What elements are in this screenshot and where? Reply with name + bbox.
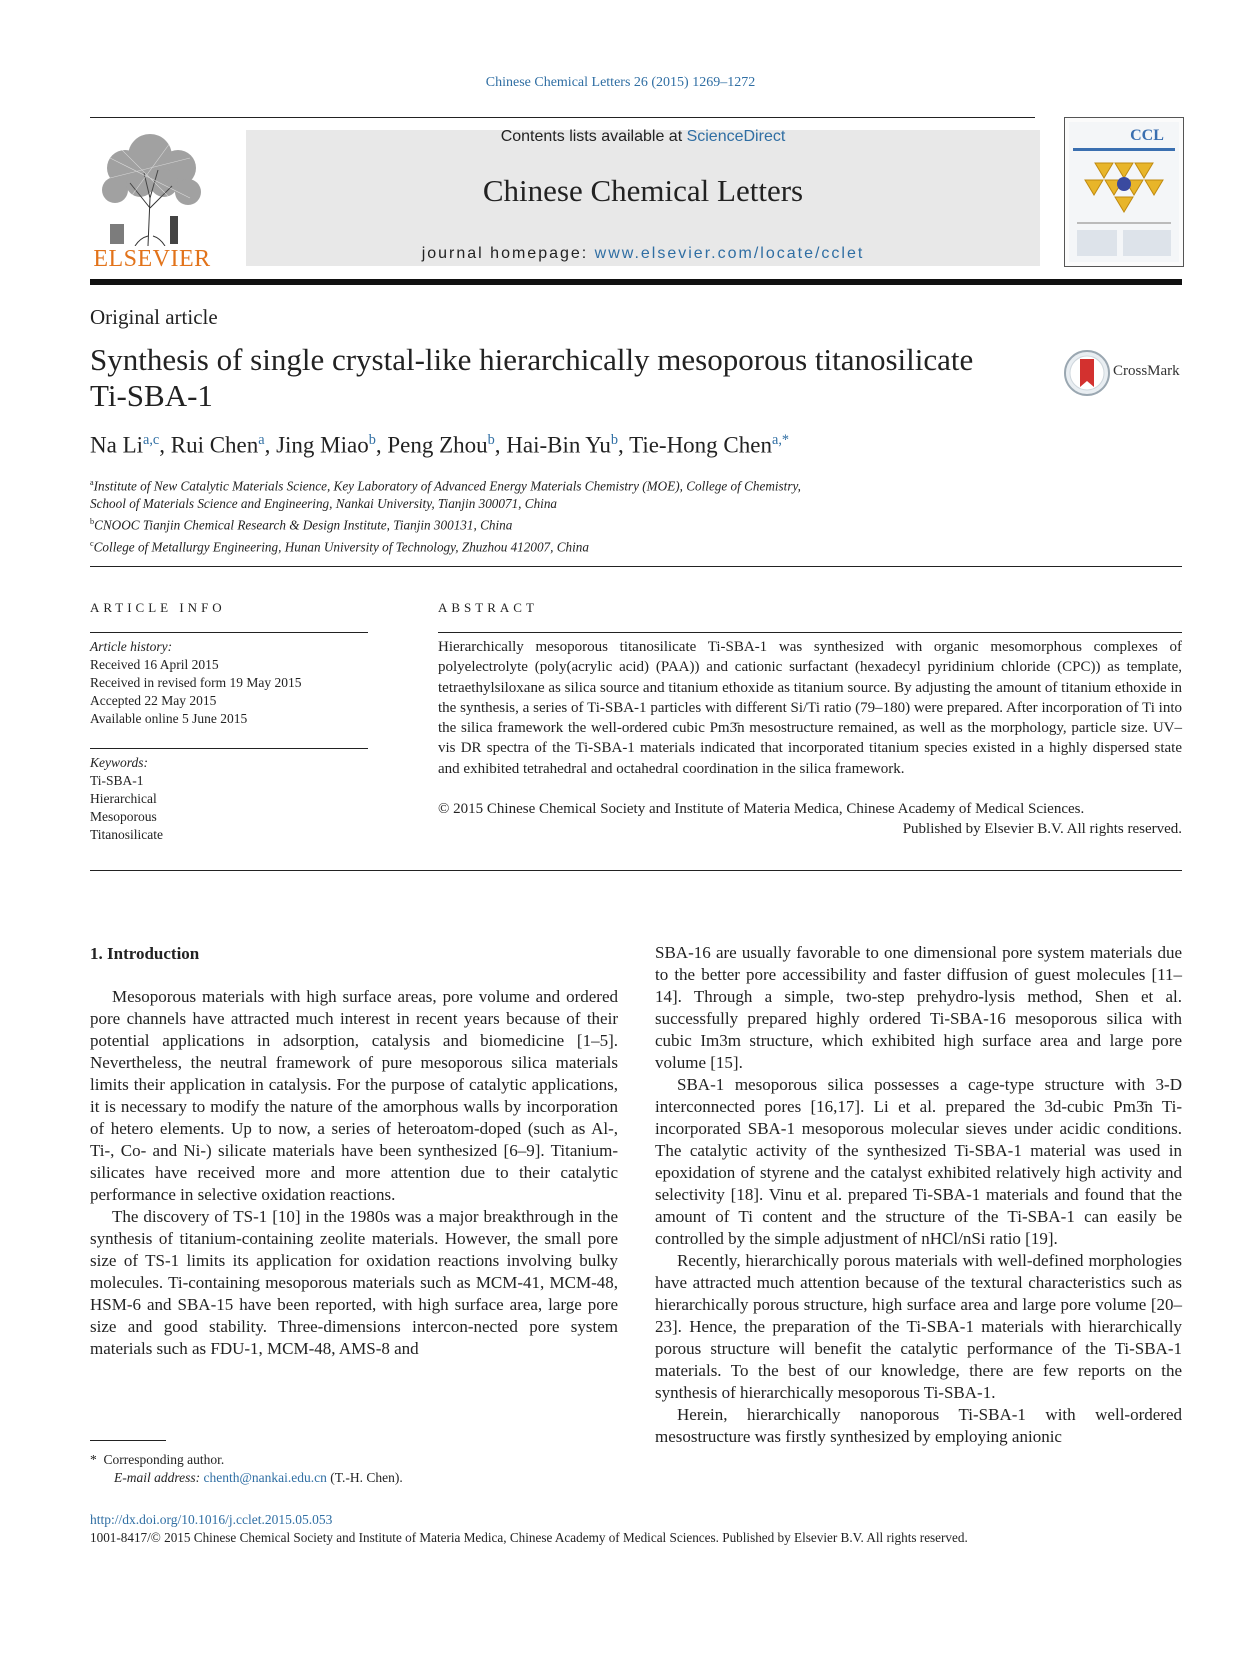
article-info-heading: ARTICLE INFO [90, 600, 226, 615]
email-suffix: (T.-H. Chen). [326, 1470, 403, 1485]
contents-prefix: Contents lists available at [500, 128, 687, 145]
affiliation-item [90, 513, 1090, 534]
abstract-copyright [438, 799, 1182, 840]
body-column-left [90, 986, 618, 1360]
author-affil-mark[interactable]: a,* [772, 432, 790, 448]
footnote-rule [90, 1440, 166, 1441]
affiliation-text: Institute of New Catalytic Materials Science, Key Laboratory of Advanced Energy Materials Chemistry (MOE), College of Chemistry, [93, 478, 801, 494]
body-paragraph: The discovery of TS-1 [10] in the 1980s was a major breakthrough in the synthesis of titanium-containing zeolite materials. However, the small pore size of TS-1 limits its application for oxidation reactions involving bulky molecules. Ti-containing mesoporous materials such as MCM-41, MCM-48, HSM-6 and SBA-15 have been reported, with high surface area, large pore size and good stability. Three-dimensions intercon-nected pore system materials such as FDU-1, MCM-48, AMS-8 and [90, 1207, 618, 1358]
keywords [90, 754, 163, 844]
copyright-line: © 2015 Chinese Chemical Society and Institute of Materia Medica, Chinese Academy of Medical Sciences. [438, 801, 1085, 817]
footnote [90, 1451, 403, 1487]
keywords-label: Keywords: [90, 755, 148, 770]
author-affil-mark[interactable]: b [368, 432, 376, 448]
email-label: E-mail address: [114, 1470, 204, 1485]
homepage-prefix: journal homepage: [421, 245, 595, 262]
keyword-item: Titanosilicate [90, 827, 163, 842]
footnote-line [90, 1451, 403, 1469]
affiliations [90, 474, 1090, 556]
author-name[interactable]: Jing Miao [276, 432, 369, 458]
homepage-link[interactable]: www.elsevier.com/locate/cclet [594, 245, 865, 262]
author-affil-mark[interactable]: a,c [143, 432, 160, 448]
author-name[interactable]: Tie-Hong Chen [629, 432, 772, 458]
author-affil-mark[interactable]: a [258, 432, 265, 448]
abstract-rule [438, 632, 1182, 633]
abstract-text: Hierarchically mesoporous titanosilicate Ti-SBA-1 was synthesized with organic mesomorphous complexes of polyelectrolyte (poly(acrylic acid) (PAA)) and cationic surfactant (hexadecyl pyridinium chloride (CPC)) as template, tetraethylsiloxane as silica source and titanium ethoxide as titanium source. By adjusting the amount of titanium ethoxide in the synthesis, a series of Ti-SBA-1 particles with different Si/Ti ratio (79–180) were prepared. After incorporation of Ti into the silica framework the well-ordered cubic Pm3̄n mesostructure remained, as well as the morphology, particle size. UV–vis DR spectra of the Ti-SBA-1 materials indicated that incorporated titanium species existed in a highly dispersed state and exhibited tetrahedral and octahedral coordination in the silica framework. [438, 639, 1182, 777]
affiliation-text: School of Materials Science and Engineering, Nankai University, Tianjin 300071, China [90, 496, 558, 512]
body-paragraph: SBA-1 mesoporous silica possesses a cage-type structure with 3-D interconnected pores [16,17]. Li et al. prepared the 3d-cubic Pm3̄n Ti-incorporated SBA-1 mesoporous molecular sieves under acidic conditions. The catalytic activity of the synthesized Ti-SBA-1 material was used in epoxidation of styrene and the catalyst exhibited relatively high activity and selectivity [18]. Vinu et al. prepared Ti-SBA-1 materials and found that the amount of Ti content and the structure of the Ti-SBA-1 can easily be controlled by the simple adjustment of nHCl/nSi ratio [19]. [655, 1075, 1182, 1248]
author-affil-mark[interactable]: b [487, 432, 495, 448]
history-item: Received in revised form 19 May 2015 [90, 675, 302, 690]
footnote-mark: * [90, 1452, 97, 1467]
email-link[interactable]: chenth@nankai.edu.cn [203, 1470, 327, 1485]
keyword-item: Ti-SBA-1 [90, 773, 144, 788]
affiliation-item [90, 474, 1090, 495]
abstract-heading: ABSTRACT [438, 600, 538, 615]
article-title: Synthesis of single crystal-like hierarchically mesoporous titanosilicate Ti-SBA-1 [90, 342, 974, 413]
history-item: Accepted 22 May 2015 [90, 693, 217, 708]
affiliation-mark: a [90, 478, 94, 487]
history-label: Article history: [90, 639, 173, 654]
body-paragraph: SBA-16 are usually favorable to one dimensional pore system materials due to the better pore accessibility and faster diffusion of guest molecules [11–14]. Through a simple, two-step prehydro-lysis method, Shen et al. successfully prepared highly ordered Ti-SBA-16 mesoporous silica with cubic Im3m structure, which exhibited high surface area and large pore volume [15]. [655, 943, 1182, 1072]
email-line [90, 1469, 403, 1487]
author-name[interactable]: Na Li [90, 432, 144, 458]
article-type: Original article [90, 305, 218, 329]
journal-name: Chinese Chemical Letters [482, 173, 804, 208]
article-info-rule [90, 748, 368, 749]
history-item: Available online 5 June 2015 [90, 711, 248, 726]
affiliation-text: CNOOC Tianjin Chemical Research & Design Institute, Tianjin 300131, China [94, 517, 513, 533]
journal-cover-thumbnail[interactable] [1064, 117, 1184, 267]
cover-ccl-text: CCL [1130, 127, 1164, 144]
sciencedirect-link[interactable]: ScienceDirect [686, 128, 786, 145]
crossmark-label[interactable]: CrossMark [1113, 363, 1180, 379]
header-rule [90, 117, 1035, 118]
crossmark-icon [1063, 349, 1111, 397]
author-list: Na Li$^{a,c}$, Rui Chen$^a$, Jing Miao$^b$, Peng Zhou$^b$, Hai-Bin Yu$^b$, Tie-Hong Chen$^{a,*}$ [90, 432, 790, 458]
body-paragraph: Recently, hierarchically porous materials with well-defined morphologies have attracted much attention because of the textural characteristics such as hierarchically porous structure, high surface area and large pore volume [20–23]. Hence, the preparation of the Ti-SBA-1 materials with hierarchically porous structure will benefit the catalytic performance of the Ti-SBA-1 materials. To the best of our knowledge, there are few reports on the synthesis of hierarchically mesoporous Ti-SBA-1. [655, 1251, 1182, 1402]
header-thick-rule [90, 279, 1182, 285]
issn-copyright-line: 1001-8417/© 2015 Chinese Chemical Society and Institute of Materia Medica, Chinese Academy of Medical Sciences. Published by Elsevier B.V. All rights reserved. [90, 1530, 968, 1545]
author-name[interactable]: Hai-Bin Yu [506, 432, 611, 458]
keyword-item: Mesoporous [90, 809, 157, 824]
elsevier-wordmark: ELSEVIER [93, 246, 211, 272]
copyright-line: Published by Elsevier B.V. All rights reserved. [902, 821, 1182, 838]
journal-reference[interactable]: Chinese Chemical Letters 26 (2015) 1269–1272 [485, 75, 756, 90]
contents-line [246, 128, 1040, 146]
affiliation-item [90, 495, 1090, 513]
author-name[interactable]: Rui Chen [170, 432, 259, 458]
doi-link[interactable]: http://dx.doi.org/10.1016/j.cclet.2015.05.053 [90, 1512, 333, 1527]
homepage-line [246, 245, 1040, 263]
keyword-item: Hierarchical [90, 791, 157, 806]
history-item: Received 16 April 2015 [90, 657, 219, 672]
article-history [90, 638, 301, 728]
affiliation-mark: b [90, 517, 95, 527]
body-column-right [655, 942, 1182, 1448]
footnote-text: Corresponding author. [103, 1452, 225, 1467]
affiliation-item [90, 535, 1090, 556]
body-paragraph: Herein, hierarchically nanoporous Ti-SBA-1 with well-ordered mesostructure was firstly synthesized by employing anionic [655, 1405, 1182, 1446]
section-rule [90, 870, 1182, 871]
author-name[interactable]: Peng Zhou [387, 432, 488, 458]
section-rule [90, 566, 1182, 567]
affiliation-text: College of Metallurgy Engineering, Hunan University of Technology, Zhuzhou 412007, China [93, 539, 589, 555]
affiliation-mark: c [90, 538, 94, 548]
author-affil-mark[interactable]: b [610, 432, 618, 448]
body-paragraph: Mesoporous materials with high surface areas, pore volume and ordered pore channels have attracted much interest in recent years because of their potential applications in adsorption, catalysis and biomedicine [1–5]. Nevertheless, the neutral framework of pure mesoporous silica materials limits their application in catalysis. For the purpose of catalytic applications, it is necessary to modify the nature of the amorphous walls by incorporation of hetero elements. Up to now, a series of heteroatom-doped (such as Al-, Ti-, Co- and Ni-) silicate materials have been synthesized [6–9]. Titanium-silicates have received more and more attention due to their catalytic performance in selective oxidation reactions. [90, 987, 618, 1204]
article-info-rule [90, 632, 368, 633]
section-heading: 1. Introduction [90, 944, 200, 963]
